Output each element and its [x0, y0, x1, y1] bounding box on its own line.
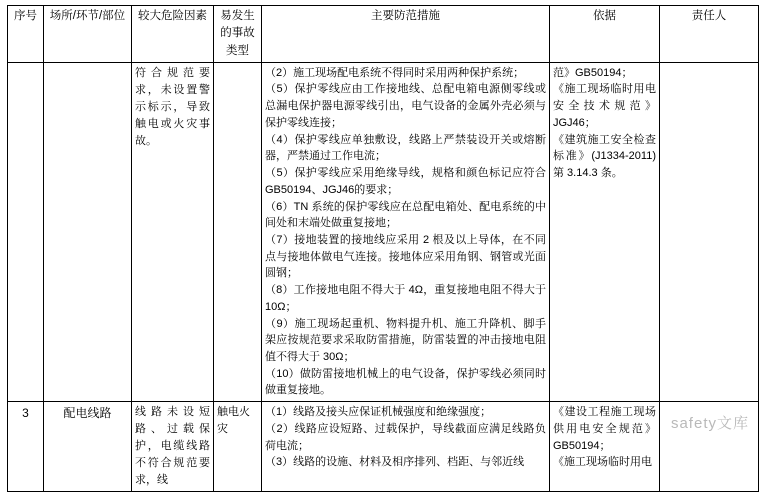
- watermark: safety文库: [670, 415, 749, 432]
- cell-basis: [550, 402, 660, 492]
- measure-item: （2）线路应设短路、过载保护，导线截面应满足线路负荷电流；: [265, 422, 546, 452]
- column-header-accident-type: 易发生的事故类型: [214, 6, 262, 63]
- column-header-person: 责任人: [660, 6, 759, 63]
- measure-item: （1）线路及接头应保证机械强度和绝缘强度；: [265, 406, 492, 419]
- column-header-factor: 较大危险因素: [132, 6, 214, 63]
- cell-measures: [262, 402, 550, 492]
- measure-item: （6）TN 系统的保护零线应在总配电箱处、配电系统的中间处和末端处做重复接地；: [265, 200, 546, 230]
- table-row: [8, 402, 759, 492]
- cell-accident-type: [214, 62, 262, 401]
- cell-measures: [262, 62, 550, 401]
- cell-place: [44, 62, 132, 401]
- measure-item: （7）接地装置的接地线应采用 2 根及以上导体，在不同点与接地体做电气连接。接地体应采用角钢、钢管或光面圆钢；: [265, 233, 546, 280]
- cell-no: 3: [8, 402, 44, 492]
- table-row: [8, 62, 759, 401]
- cell-person: [660, 402, 759, 492]
- cell-factor: 符合规范要求，未设置警示标示，导致触电或火灾事故。: [132, 62, 214, 401]
- column-header-measures: 主要防范措施: [262, 6, 550, 63]
- basis-item: 《建设工程施工现场供用电安全规范》GB50194；: [553, 406, 656, 452]
- measure-item: （5）保护零线应采用绝缘导线，规格和颜色标记应符合GB50194、JGJ46的要求；: [265, 167, 546, 196]
- basis-item: 《建筑施工安全检查标准》(J1334-2011)第 3.14.3 条。: [553, 133, 656, 180]
- measure-item: （5）保护零线应由工作接地线、总配电箱电源侧零线或总漏电保护器电源零线引出，电气设备的金属外壳必须与保护零线连接；: [265, 83, 546, 129]
- column-header-basis: 依据: [550, 6, 660, 63]
- cell-no: [8, 62, 44, 401]
- measure-item: （2）施工现场配电系统不得同时采用两种保护系统；: [265, 66, 525, 79]
- cell-factor: 线路未设短路、过载保护，电缆线路不符合规范要求，线: [132, 402, 214, 492]
- basis-item: 《施工现场临时用电: [553, 456, 652, 469]
- cell-basis: [550, 62, 660, 401]
- cell-person: [660, 62, 759, 401]
- table-header: [8, 6, 759, 63]
- document-page: [0, 5, 765, 487]
- measure-item: （3）线路的设施、材料及相序排列、档距、与邻近线: [265, 456, 525, 469]
- column-header-no: 序号: [8, 6, 44, 63]
- basis-item: 《施工现场临时用电安全技术规范》JGJ46；: [553, 83, 656, 129]
- basis-item: 范》GB50194；: [553, 66, 633, 79]
- cell-place: 配电线路: [44, 402, 132, 492]
- measure-item: （8）工作接地电阻不得大于 4Ω，重复接地电阻不得大于 10Ω；: [265, 284, 546, 313]
- measure-item: （9）施工现场起重机、物料提升机、施工升降机、脚手架应按规范要求采取防雷措施，防雷装置的冲击接地电阻值不得大于 30Ω；: [265, 317, 546, 363]
- measure-item: （4）保护零线应单独敷设，线路上严禁装设开关或熔断器，严禁通过工作电流；: [265, 133, 546, 163]
- table-header-row: [8, 6, 759, 63]
- measure-item: （10）做防雷接地机械上的电气设备，保护零线必须同时做重复接地。: [265, 367, 546, 397]
- cell-accident-type: 触电火灾: [214, 402, 262, 492]
- risk-control-table: [7, 5, 759, 492]
- column-header-place: 场所/环节/部位: [44, 6, 132, 63]
- table-body: [8, 62, 759, 492]
